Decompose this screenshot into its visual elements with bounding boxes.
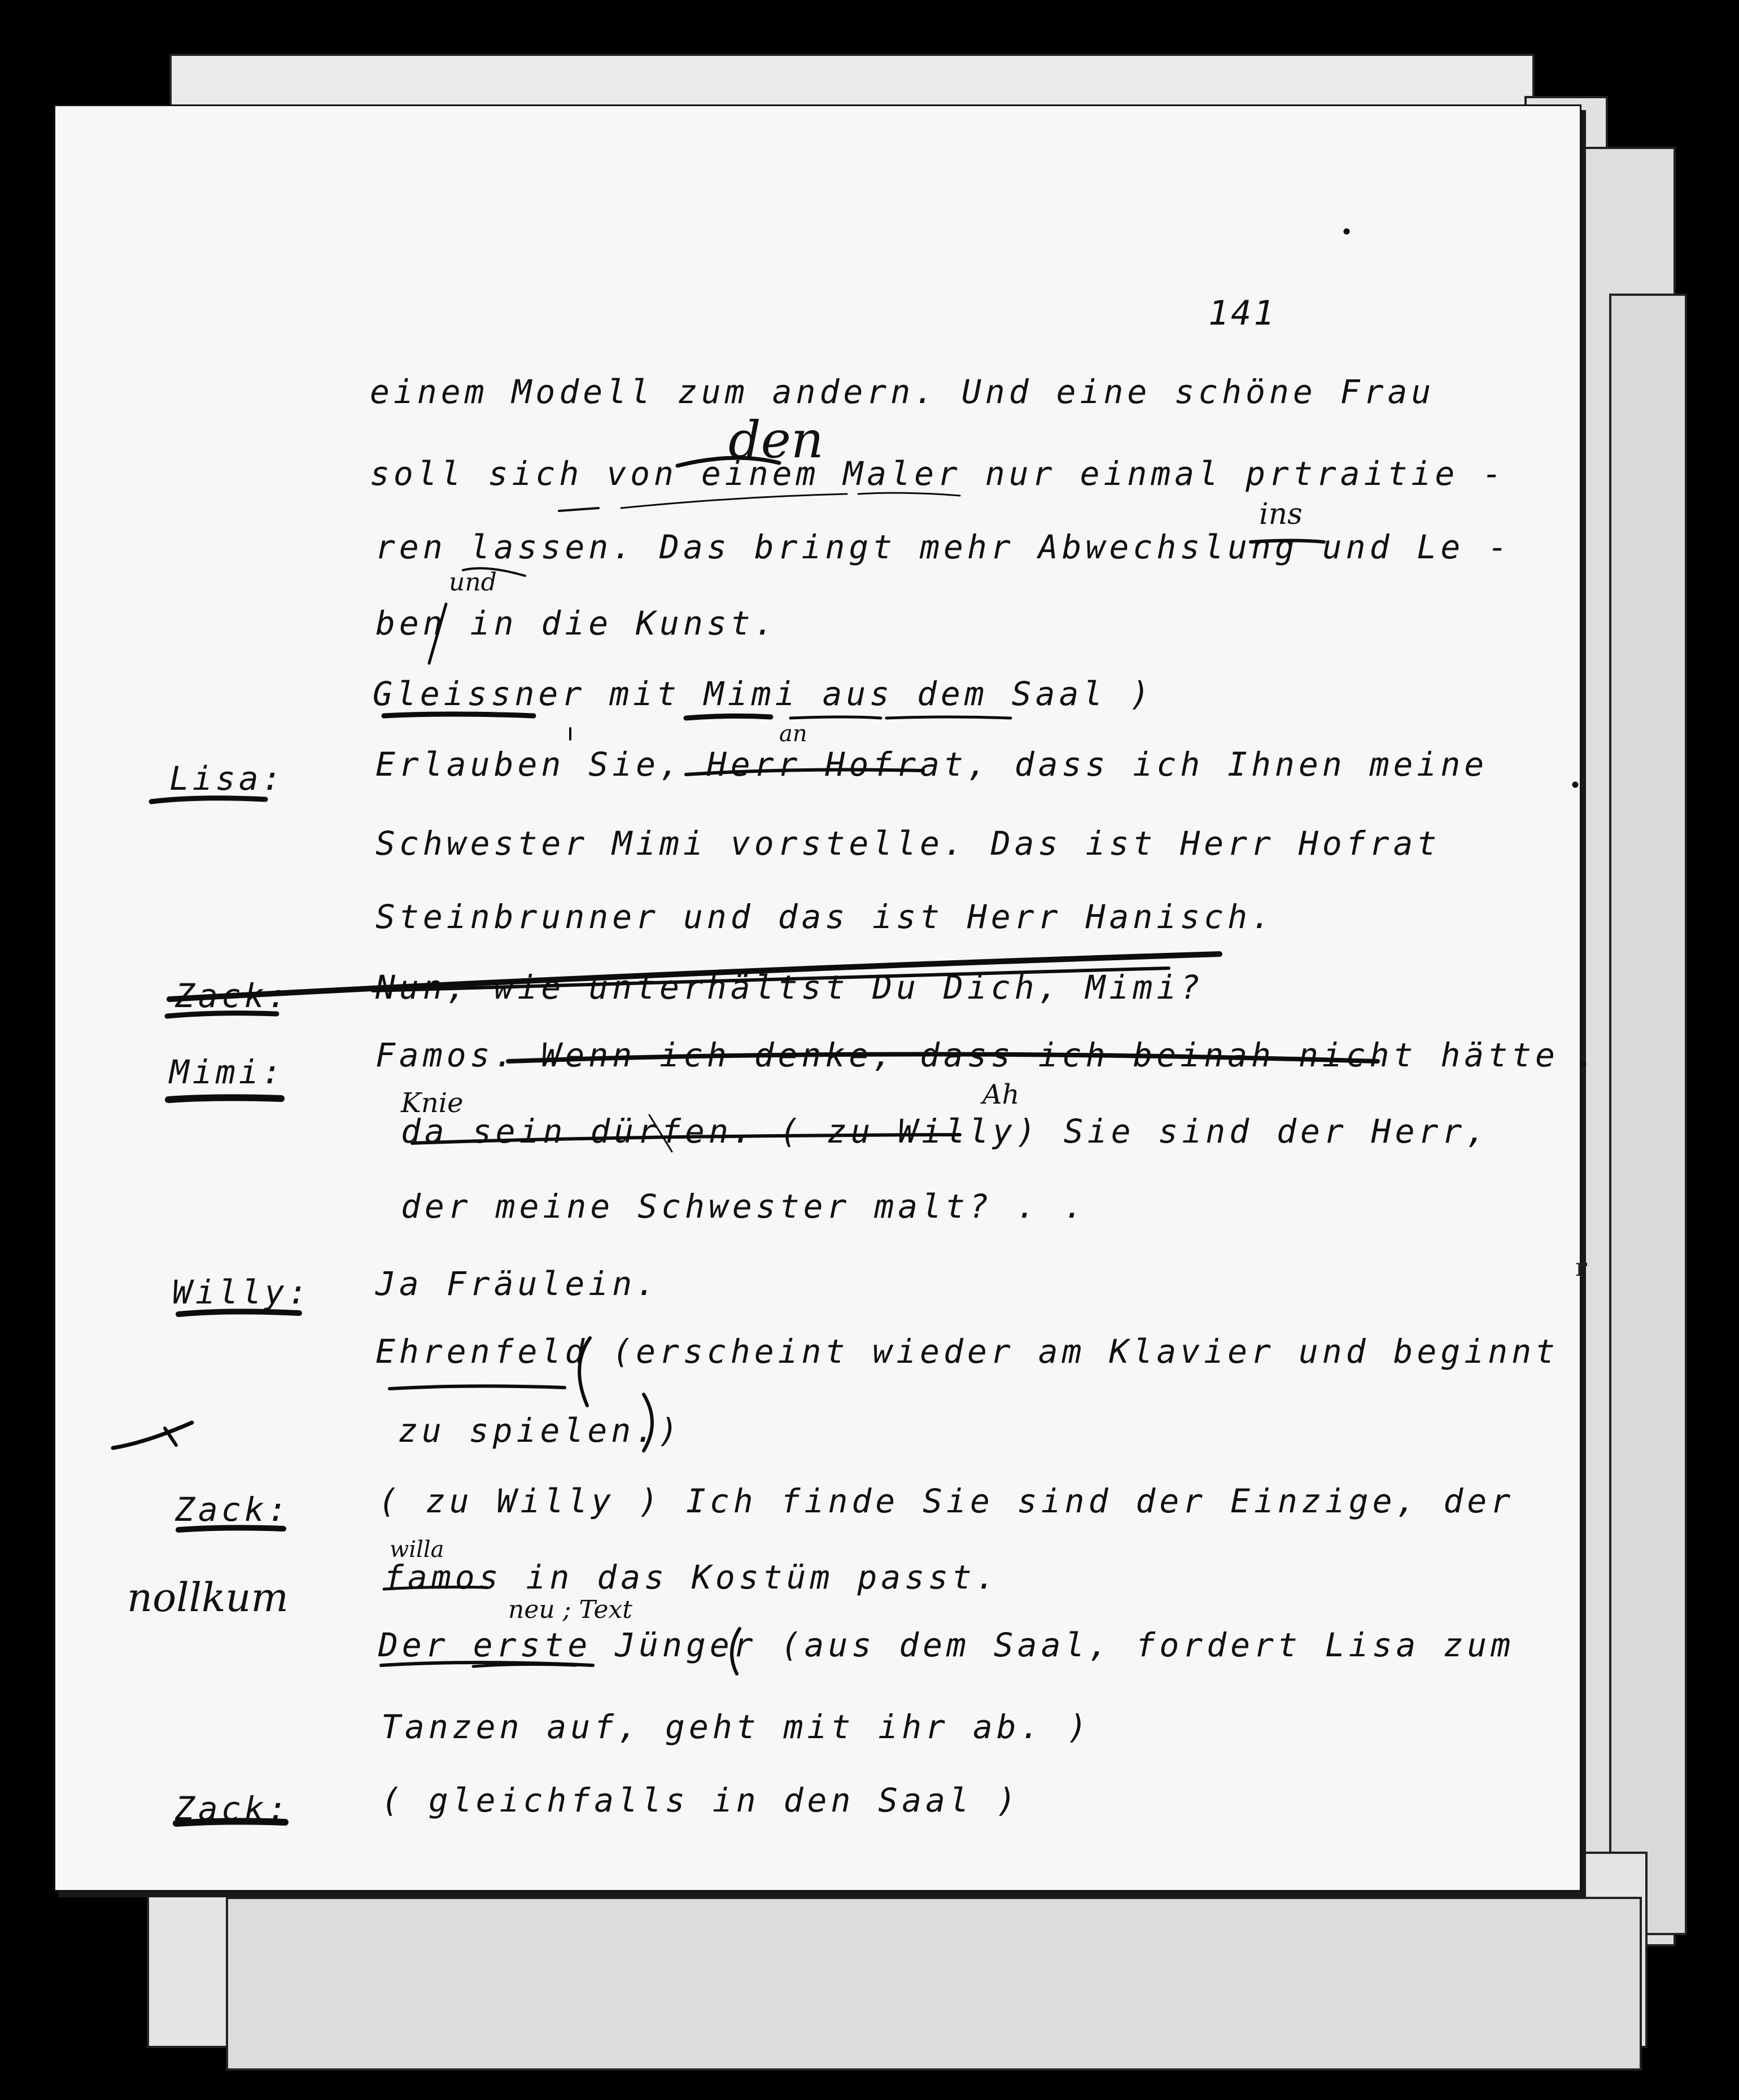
text-line: Nun, wie unterhältst Du Dich, Mimi?	[375, 968, 1204, 1007]
handwritten-correction: Knie	[401, 1087, 464, 1119]
text-line: ben in die Kunst.	[375, 604, 778, 642]
stage-direction: Der erste Jünger (aus dem Saal, fordert Lisa zum	[378, 1626, 1515, 1664]
handwritten-correction: Ah	[982, 1079, 1020, 1110]
stage-direction: Tanzen auf, geht mit ihr ab. )	[381, 1708, 1091, 1746]
text-line: soll sich von einem Maler nur einmal prtraitie -	[370, 454, 1506, 493]
back-sheet	[1609, 294, 1687, 1935]
text-line: da sein dürfen. ( zu Willy) Sie sind der Herr,	[401, 1112, 1490, 1150]
text-line: einem Modell zum andern. Und eine schöne Frau	[370, 373, 1435, 411]
handwritten-correction: neu ; Text	[508, 1595, 632, 1624]
stage-direction: zu spielen.)	[398, 1411, 683, 1450]
speaker-label: Lisa:	[169, 759, 285, 798]
handwritten-correction: willa	[390, 1537, 444, 1563]
speaker-label: Mimi:	[169, 1053, 285, 1091]
speaker-label: Willy:	[172, 1273, 311, 1311]
text-line: der meine Schwester malt? . .	[401, 1187, 1087, 1226]
stage-direction: Gleissner mit Mimi aus dem Saal )	[373, 675, 1154, 713]
back-sheet	[226, 1897, 1642, 2071]
stage-direction: ( gleichfalls in den Saal )	[381, 1781, 1020, 1819]
handwritten-correction: und	[449, 568, 497, 597]
speaker-label: Zack:	[175, 977, 291, 1015]
page-number: 141	[1208, 294, 1277, 333]
text-line: Erlauben Sie, Herr Hofrat, dass ich Ihnen meine	[375, 745, 1488, 784]
text-line: Steinbrunner und das ist Herr Hanisch.	[375, 898, 1275, 936]
text-line: ( zu Willy ) Ich finde Sie sind der Einzige, der	[378, 1482, 1515, 1520]
speaker-label: Zack:	[175, 1790, 291, 1828]
svg-text:r: r	[1575, 1253, 1588, 1282]
text-line: ren lassen. Das bringt mehr Abwechslung und Le -	[375, 528, 1512, 566]
speaker-label: Zack:	[175, 1490, 291, 1529]
handwritten-correction: an	[779, 721, 807, 747]
text-line: famos in das Kostüm passt.	[384, 1558, 999, 1596]
handwritten-correction: ins	[1259, 497, 1303, 531]
text-line: Ja Fräulein.	[375, 1265, 660, 1303]
stage-direction: Ehrenfeld (erscheint wieder am Klavier und beginnt	[375, 1332, 1559, 1371]
handwritten-correction: den	[728, 410, 824, 470]
text-line: Schwester Mimi vorstelle. Das ist Herr Hofrat	[375, 824, 1441, 863]
text-line: Famos. Wenn ich denke, dass ich beinah nicht hätte	[375, 1036, 1559, 1074]
handwritten-margin-note: nollkum	[127, 1574, 289, 1621]
